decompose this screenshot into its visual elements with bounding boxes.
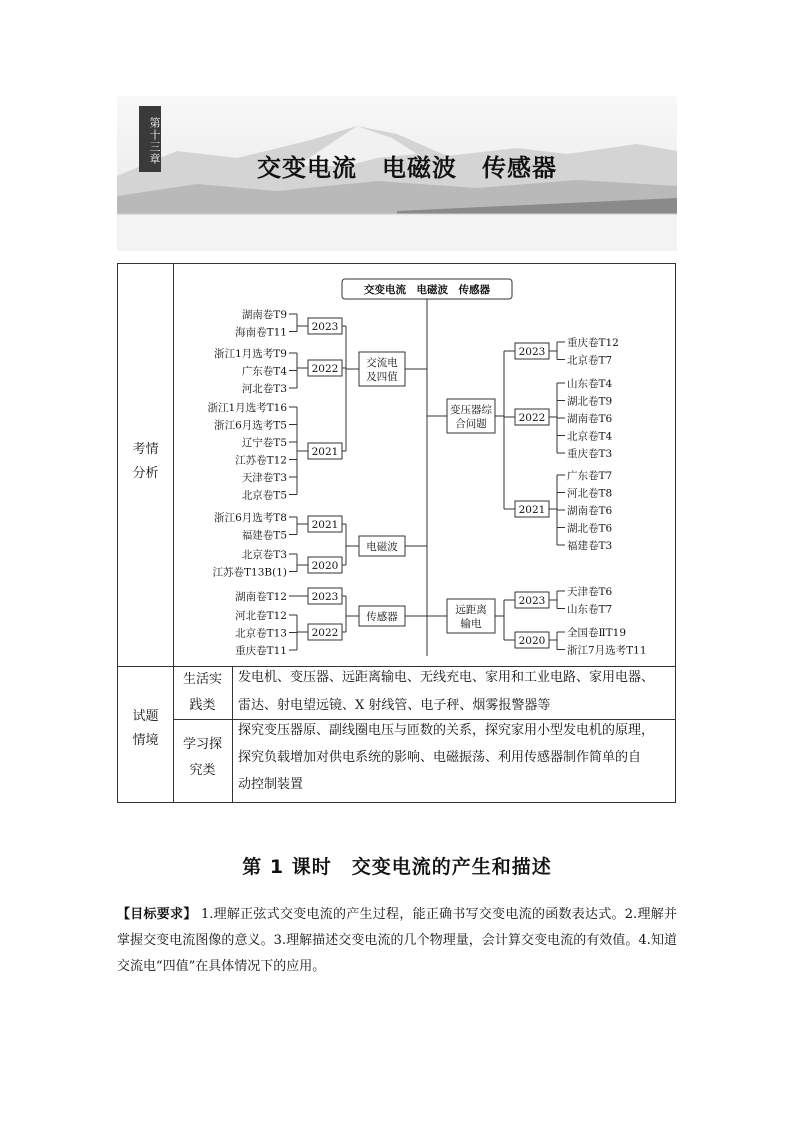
year-tag-label: 2020 (518, 635, 546, 647)
year-tag-label: 2023 (518, 595, 546, 607)
exam-reference-item: 浙江6月选考T8 (214, 512, 287, 524)
exam-reference-item: 江苏卷T13B(1) (212, 566, 287, 579)
scenario-text-study: 探究变压器原、副线圈电压与匝数的关系，探究家用小型发电机的原理， 探究负载增加对供电系统的影响、电磁振荡、利用传感器制作简单的自 动控制装置 (238, 723, 655, 792)
exam-reference-item: 福建卷T3 (567, 540, 613, 552)
exam-reference-item: 河北卷T8 (567, 487, 613, 500)
year-tag-label: 2021 (518, 504, 546, 516)
exam-reference-item: 海南卷T11 (235, 326, 287, 339)
exam-analysis-table (117, 263, 676, 803)
scenario-category-study: 学习探 究类 (182, 737, 222, 778)
exam-reference-item: 湖北卷T6 (567, 522, 613, 535)
exam-reference-item: 湖南卷T6 (567, 505, 613, 517)
chapter-tag: 第十三章 (139, 106, 161, 172)
root-topic-label: 交变电流 电磁波 传感器 (364, 284, 490, 296)
year-tag-label: 2021 (311, 519, 339, 531)
exam-reference-item: 全国卷ⅡT19 (567, 627, 627, 639)
year-tag-label: 2021 (311, 446, 339, 458)
row-label-analysis: 考情 分析 (132, 442, 159, 481)
lesson-title: 第 1 课时 交变电流的产生和描述 (242, 856, 552, 878)
left-topic-1-label: 及四值 (366, 371, 398, 383)
exam-reference-item: 辽宁卷T5 (241, 437, 287, 449)
exam-reference-item: 广东卷T4 (241, 365, 287, 378)
chapter-title: 交变电流 电磁波 传感器 (257, 154, 557, 182)
exam-reference-item: 福建卷T5 (241, 529, 287, 542)
exam-reference-item: 北京卷T3 (241, 549, 287, 561)
exam-reference-item: 浙江1月选考T16 (207, 402, 287, 414)
year-tag-label: 2022 (311, 363, 339, 375)
year-tag-label: 2020 (311, 560, 339, 572)
exam-reference-item: 北京卷T5 (241, 489, 287, 502)
exam-reference-item: 江苏卷T12 (235, 454, 287, 467)
exam-reference-item: 天津卷T6 (567, 586, 613, 598)
year-tag-label: 2023 (311, 321, 339, 333)
exam-reference-item: 浙江7月选考T11 (567, 644, 647, 657)
exam-reference-item: 北京卷T13 (235, 627, 287, 640)
right-topic-2-label: 输电 (460, 618, 482, 630)
year-tag-label: 2022 (311, 627, 339, 639)
goals-label: 【目标要求】 (117, 907, 197, 922)
right-topic-2-label: 远距离 (455, 604, 487, 616)
left-topic-1-label: 交流电 (366, 357, 398, 369)
scenario-category-life: 生活实 践类 (182, 672, 222, 713)
exam-reference-item: 湖北卷T9 (567, 395, 613, 408)
exam-reference-item: 广东卷T7 (567, 470, 613, 482)
exam-reference-item: 山东卷T4 (567, 378, 613, 390)
exam-reference-item: 湖南卷T12 (235, 591, 287, 603)
exam-reference-item: 河北卷T12 (235, 610, 287, 622)
exam-reference-item: 河北卷T3 (241, 383, 287, 395)
exam-reference-item: 重庆卷T3 (567, 448, 613, 460)
right-topic-1-label: 合问题 (455, 418, 487, 430)
exam-reference-item: 湖南卷T6 (567, 413, 613, 425)
row-label-scenario: 试题 情境 (132, 709, 159, 748)
exam-reference-item: 浙江6月选考T5 (214, 419, 287, 432)
knowledge-mindmap (174, 264, 674, 666)
exam-reference-item: 天津卷T3 (241, 472, 287, 484)
left-topic-3-label: 传感器 (366, 611, 398, 623)
exam-reference-item: 北京卷T4 (567, 430, 613, 443)
right-topic-1-label: 变压器综 (450, 404, 492, 416)
exam-reference-item: 重庆卷T11 (235, 645, 287, 657)
year-tag-label: 2023 (518, 346, 546, 358)
year-tag-label: 2022 (518, 412, 546, 424)
exam-reference-item: 重庆卷T12 (567, 337, 619, 349)
year-tag-label: 2023 (311, 591, 339, 603)
chapter-banner (117, 96, 677, 251)
exam-reference-item: 湖南卷T9 (241, 309, 287, 321)
left-topic-2-label: 电磁波 (366, 541, 398, 553)
exam-reference-item: 北京卷T7 (567, 354, 613, 367)
scenario-text-life: 发电机、变压器、远距离输电、无线充电、家用和工业电路、家用电器、 雷达、射电望远镜、X 射线管、电子秤、烟雾报警器等 (238, 670, 655, 713)
exam-reference-item: 浙江1月选考T9 (214, 348, 287, 360)
exam-reference-item: 山东卷T7 (567, 603, 613, 616)
goals-text: 1.理解正弦式交变电流的产生过程，能正确书写交变电流的函数表达式。2.理解并掌握交变电流图像的意义。3.理解描述交变电流的几个物理量，会计算交变电流的有效值。4.知道交流电“四值”在具体情况下的应用。 (117, 907, 677, 974)
learning-goals (117, 902, 677, 980)
